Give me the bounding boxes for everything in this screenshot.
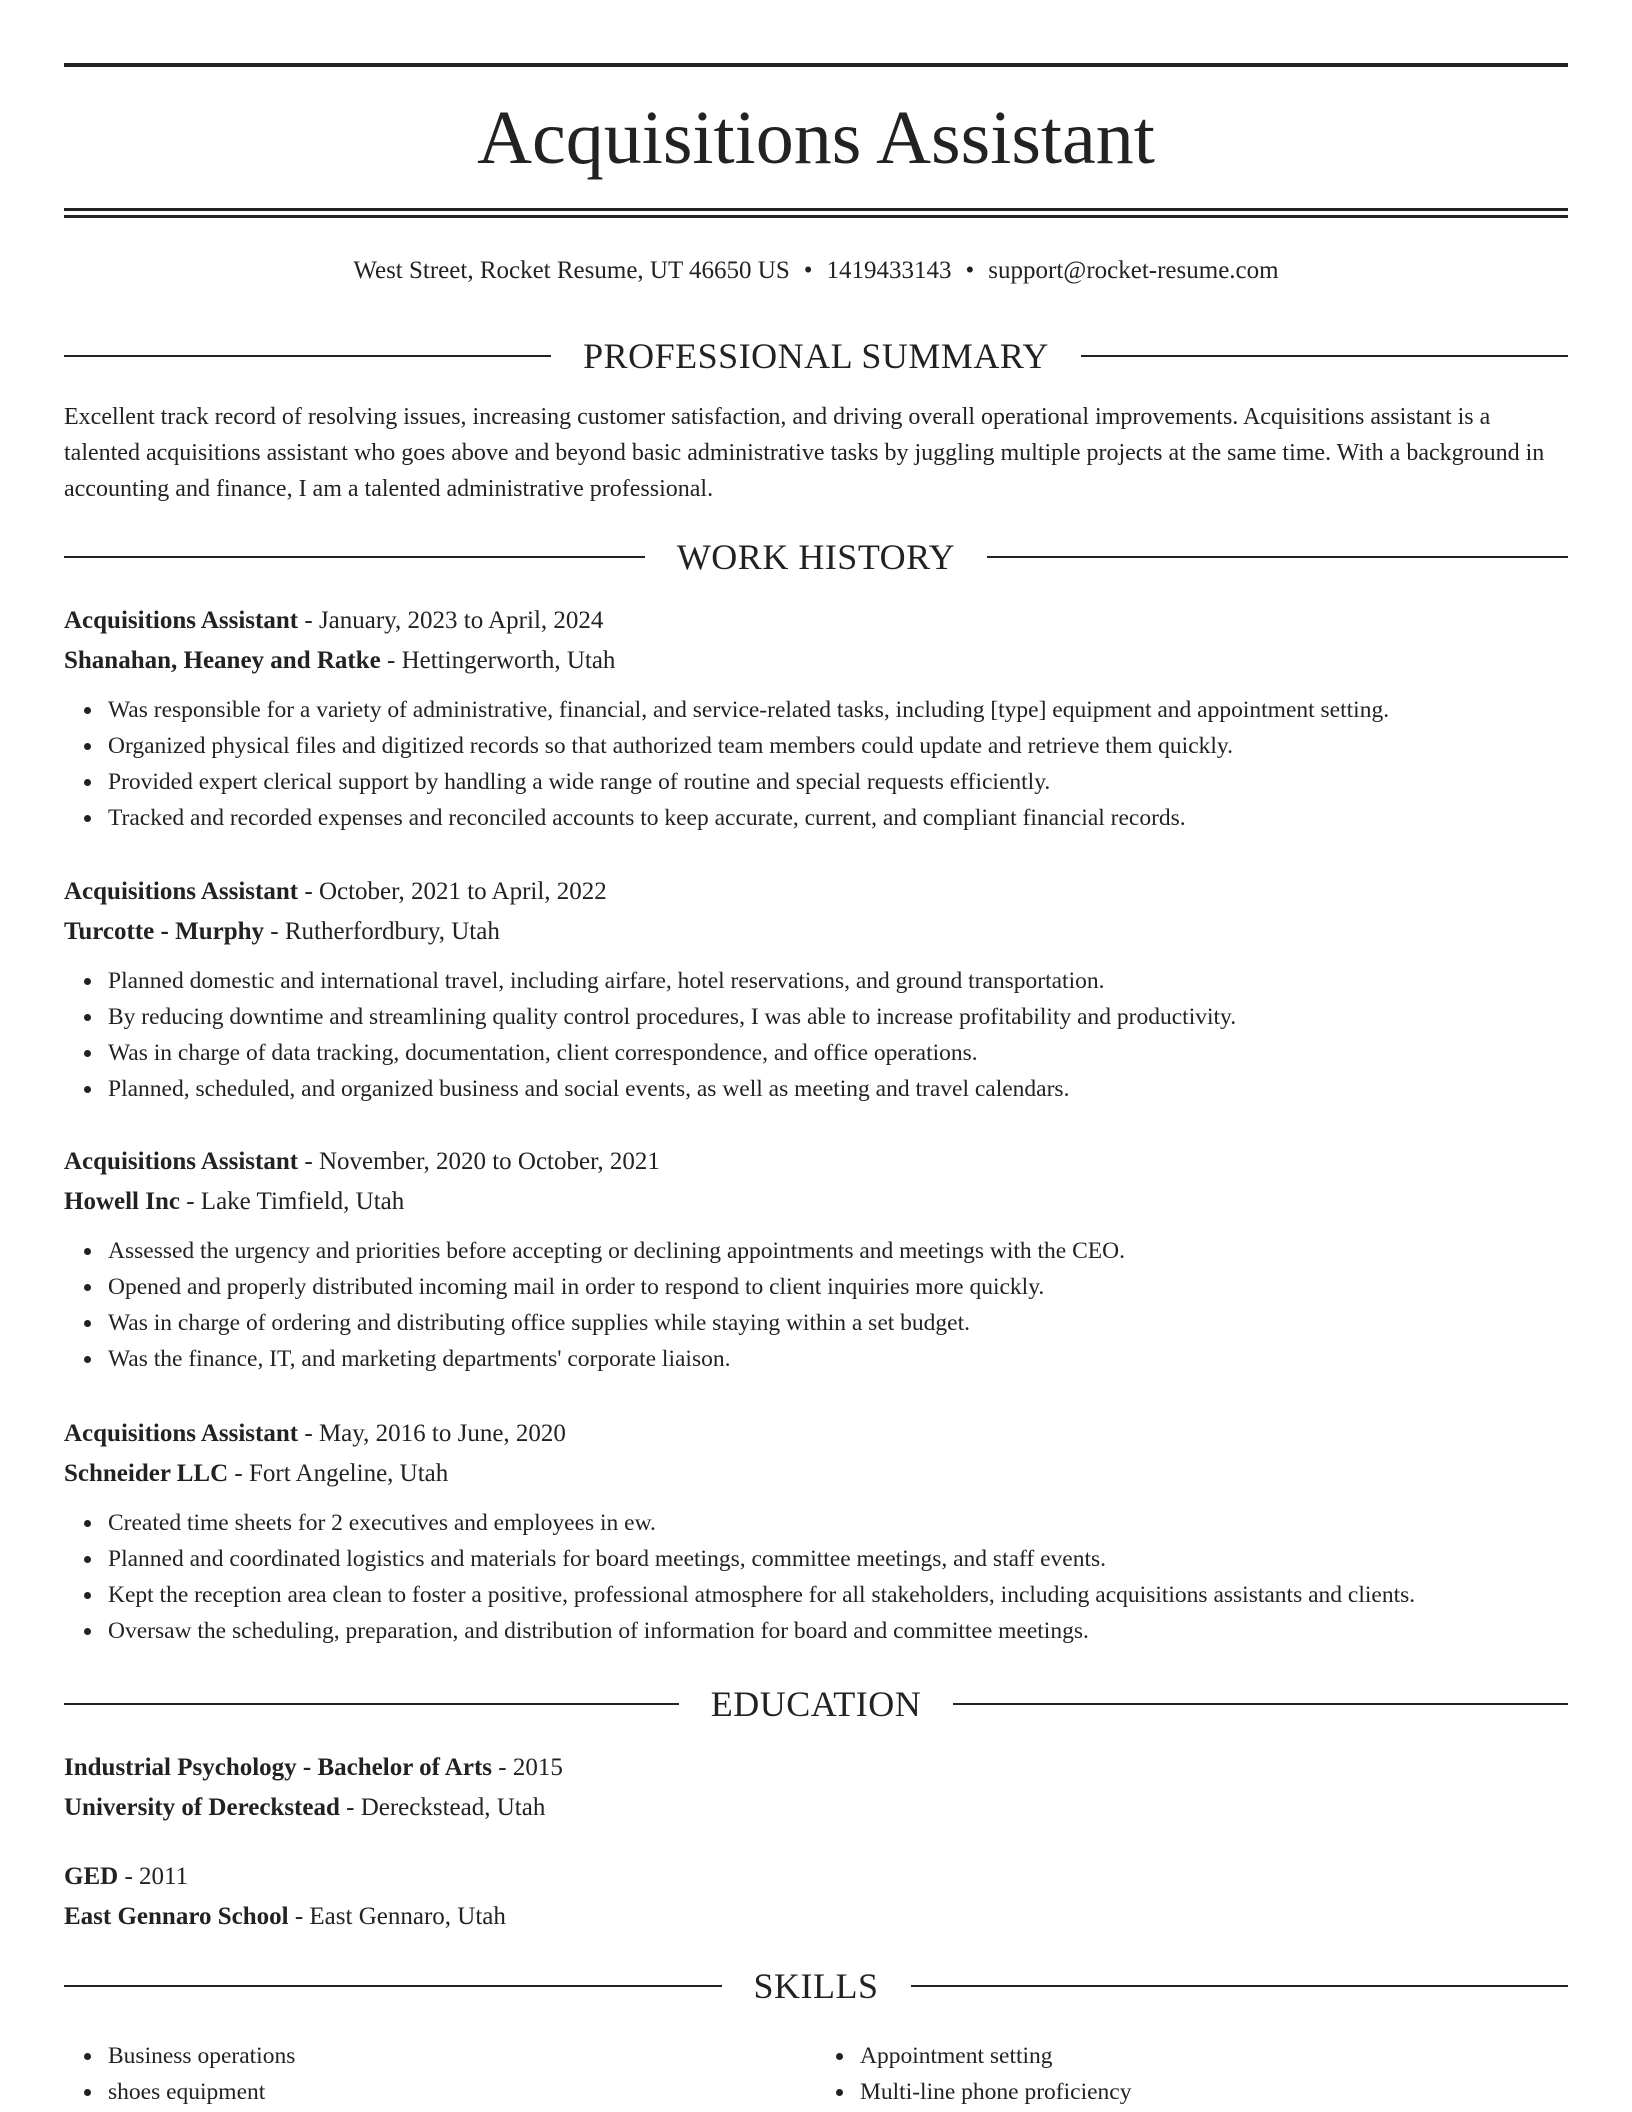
job-bullet: Planned and coordinated logistics and materials for board meetings, committee meetings, and staff events. (108, 1541, 1568, 1577)
skills-list (64, 2026, 1568, 2110)
education-school: University of Dereckstead (64, 1794, 340, 1821)
header-rule-1 (64, 208, 1568, 211)
resume-name: Acquisitions Assistant (477, 96, 1155, 180)
job-bullet: Was the finance, IT, and marketing departments' corporate liaison. (108, 1341, 1568, 1377)
heading-rule-right (1081, 355, 1568, 357)
job-bullet: Tracked and recorded expenses and reconciled accounts to keep accurate, current, and compliant financial records. (108, 800, 1568, 836)
job-title: Acquisitions Assistant (64, 1420, 299, 1447)
skills-column-left (64, 2038, 816, 2110)
job-bullet: Was in charge of ordering and distributing office supplies while staying within a set budget. (108, 1305, 1568, 1341)
header-rule-2 (64, 215, 1568, 218)
work-section-heading (64, 535, 1568, 579)
skill-item: Business operations (108, 2038, 816, 2074)
job-bullet: Provided expert clerical support by handling a wide range of routine and special requests efficiently. (108, 764, 1568, 800)
job-company: Turcotte - Murphy (64, 918, 264, 945)
heading-rule-right (987, 556, 1568, 558)
job-entry (64, 1143, 1568, 1377)
skill-item: Appointment setting (860, 2038, 1568, 2074)
contact-address: West Street, Rocket Resume, UT 46650 US (353, 257, 790, 284)
header-top-rule (64, 63, 1568, 67)
skill-item: shoes equipment (108, 2074, 816, 2110)
education-school: East Gennaro School (64, 1903, 289, 1930)
education-year: 2011 (139, 1863, 189, 1890)
job-location: Fort Angeline, Utah (248, 1460, 449, 1487)
skills-column-right (816, 2038, 1568, 2110)
skill-item: Multi-line phone proficiency (860, 2074, 1568, 2110)
job-company: Shanahan, Heaney and Ratke (64, 647, 381, 674)
job-bullets (64, 692, 1568, 836)
job-dates: October, 2021 to April, 2022 (318, 878, 607, 905)
education-location: East Gennaro, Utah (309, 1903, 506, 1930)
job-dates: January, 2023 to April, 2024 (318, 607, 604, 634)
job-bullet: Created time sheets for 2 executives and employees in ew. (108, 1505, 1568, 1541)
heading-rule-left (64, 1985, 722, 1987)
job-bullet: Planned domestic and international travel, including airfare, hotel reservations, and ground transportation. (108, 963, 1568, 999)
contact-separator: • (803, 257, 813, 284)
job-bullet: By reducing downtime and streamlining quality control procedures, I was able to increase profitability and productivity. (108, 999, 1568, 1035)
job-location: Hettingerworth, Utah (401, 647, 616, 674)
education-entry (64, 1858, 1568, 1936)
education-separator: - (288, 1903, 310, 1930)
job-bullets (64, 1233, 1568, 1377)
job-bullet: Planned, scheduled, and organized business and social events, as well as meeting and travel calendars. (108, 1071, 1568, 1107)
job-separator: - (298, 878, 319, 905)
job-title: Acquisitions Assistant (64, 1148, 299, 1175)
education-degree: GED (64, 1863, 119, 1890)
heading-rule-left (64, 355, 551, 357)
job-entry (64, 1415, 1568, 1649)
education-location: Dereckstead, Utah (360, 1794, 546, 1821)
job-location: Lake Timfield, Utah (200, 1188, 405, 1215)
section-title-work: WORK HISTORY (676, 537, 956, 577)
education-year: 2015 (512, 1754, 563, 1781)
education-entry (64, 1749, 1568, 1827)
contact-email[interactable]: support@rocket-resume.com (988, 257, 1279, 284)
education-separator: - (492, 1754, 513, 1781)
job-bullets (64, 963, 1568, 1107)
job-dates: May, 2016 to June, 2020 (318, 1420, 566, 1447)
job-separator: - (264, 918, 285, 945)
job-bullet: Assessed the urgency and priorities before accepting or declining appointments and meetings with the CEO. (108, 1233, 1568, 1269)
job-separator: - (298, 1420, 319, 1447)
heading-rule-left (64, 556, 645, 558)
skills-section-heading (64, 1964, 1568, 2008)
heading-rule-right (953, 1703, 1568, 1705)
job-location: Rutherfordbury, Utah (284, 918, 500, 945)
job-separator: - (228, 1460, 249, 1487)
summary-section-heading (64, 334, 1568, 378)
job-separator: - (298, 607, 319, 634)
section-title-education: EDUCATION (710, 1684, 922, 1724)
job-company: Howell Inc (64, 1188, 180, 1215)
job-bullets (64, 1505, 1568, 1649)
education-section-heading (64, 1682, 1568, 1726)
heading-rule-left (64, 1703, 679, 1705)
job-bullet: Was responsible for a variety of administrative, financial, and service-related tasks, including [type] equipment and appointment setting. (108, 692, 1568, 728)
job-dates: November, 2020 to October, 2021 (318, 1148, 660, 1175)
job-title: Acquisitions Assistant (64, 878, 299, 905)
job-bullet: Organized physical files and digitized records so that authorized team members could update and retrieve them quickly. (108, 728, 1568, 764)
summary-text: Excellent track record of resolving issues, increasing customer satisfaction, and driving overall operational improvements. Acquisitions assistant is a talented acquisitions assistant who goes above and beyond basic administrative tasks by juggling multiple projects at the same time. With a background in accounting and finance, I am a talented administrative professional. (64, 404, 1545, 502)
job-separator: - (380, 647, 402, 674)
job-entry (64, 873, 1568, 1107)
heading-rule-right (911, 1985, 1569, 1987)
education-separator: - (339, 1794, 361, 1821)
job-company: Schneider LLC (64, 1460, 229, 1487)
job-entry (64, 602, 1568, 836)
job-bullet: Opened and properly distributed incoming mail in order to respond to client inquiries more quickly. (108, 1269, 1568, 1305)
job-separator: - (298, 1148, 319, 1175)
job-bullet: Kept the reception area clean to foster a positive, professional atmosphere for all stakeholders, including acquisitions assistants and clients. (108, 1577, 1568, 1613)
job-bullet: Oversaw the scheduling, preparation, and distribution of information for board and committee meetings. (108, 1613, 1568, 1649)
contact-phone: 1419433143 (826, 257, 952, 284)
contact-line (64, 254, 1568, 288)
education-separator: - (118, 1863, 140, 1890)
section-title-summary: PROFESSIONAL SUMMARY (583, 336, 1049, 376)
section-title-skills: SKILLS (753, 1966, 879, 2006)
job-separator: - (179, 1188, 201, 1215)
contact-separator: • (965, 257, 975, 284)
job-title: Acquisitions Assistant (64, 607, 299, 634)
education-degree: Industrial Psychology - Bachelor of Arts (64, 1754, 493, 1781)
job-bullet: Was in charge of data tracking, documentation, client correspondence, and office operations. (108, 1035, 1568, 1071)
